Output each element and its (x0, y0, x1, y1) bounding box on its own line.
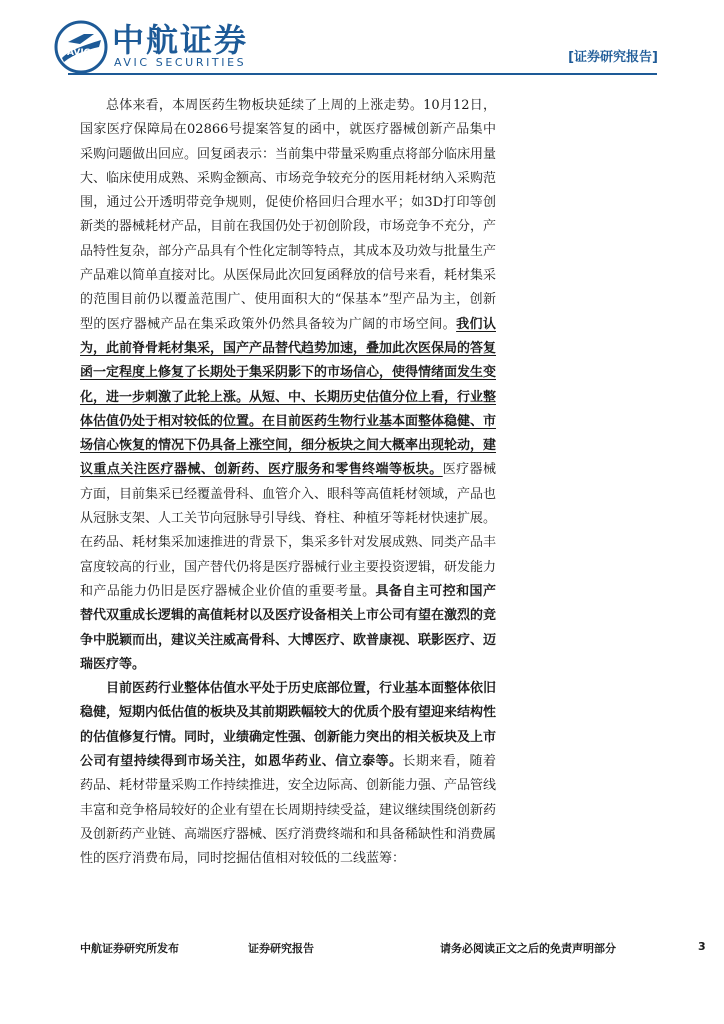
paragraph-text: 总体来看，本周医药生物板块延续了上周的上涨走势。10月12日，国家医疗保障局在02866号提案答复的函中，就医疗器械创新产品集中采购问题做出回应。回复函表示：当前集中带量采购重点将部分临床用量大、临床使用成熟、采购金额高、市场竞争较充分的医用耗材纳入采购范围，通过公开透明带竞争规则，促使价格回归合理水平；如3D打印等创新类的器械耗材产品，目前在我国仍处于初创阶段，市场竞争不充分，产品特性复杂，部分产品具有个性化定制等特点，其成本及功效与批量生产产品难以简单直接对比。从医保局此次回复函释放的信号来看，耗材集采的范围目前仍以覆盖范围广、使用面积大的“保基本”型产品为主，创新型的医疗器械产品在集采政策外仍然具备较为广阔的市场空间。 (80, 98, 497, 332)
paragraph-outlook (80, 677, 496, 871)
highlighted-view: 具备自主可控和国产替代双重成长逻辑的高值耗材以及医疗设备相关上市公司有望在激烈的竞争中脱颖而出，建议关注威高骨科、大博医疗、欧普康视、联影医疗、迈瑞医疗等。 (80, 583, 497, 672)
highlighted-view: 目前医药行业整体估值水平处于历史底部位置，行业基本面整体依旧稳健，短期内低估值的板块及其前期跌幅较大的优质个股有望迎来结构性的估值修复行情。同时，业绩确定性强、创新能力突出的相关板块及上市公司有望持续得到市场关注，如恩华药业、信立泰等。 (80, 681, 497, 770)
footer-publisher: 中航证券研究所发布 (80, 942, 179, 955)
header-divider (68, 73, 657, 75)
brand-name-en: AVIC SECURITIES (114, 56, 247, 69)
svg-text:AVIC: AVIC (67, 48, 91, 58)
footer-disclaimer: 请务必阅读正文之后的免责声明部分 (440, 942, 616, 955)
page-header (0, 0, 724, 100)
paragraph-text: 医疗器械方面，目前集采已经覆盖骨科、血管介入、眼科等高值耗材领域，产品也从冠脉支架、人工关节向冠脉导引导线、脊柱、种植牙等耗材快速扩展。在药品、耗材集采加速推进的背景下，集采多针对发展成熟、同类产品丰富度较高的行业，国产替代仍将是医疗器械行业主要投资逻辑，研发能力和产品能力仍旧是医疗器械企业价值的重要考量。 (80, 462, 497, 599)
report-body (80, 94, 496, 872)
report-type-tag: [证券研究报告] (568, 50, 658, 65)
paragraph-text: 长期来看，随着药品、耗材带量采购工作持续推进，安全边际高、创新能力强、产品管线丰富和竞争格局较好的企业有望在长周期持续受益，建议继续围绕创新药及创新药产业链、高端医疗器械、医疗消费终端和和具备稀缺性和消费属性的医疗消费布局，同时挖掘估值相对较低的二线蓝筹： (80, 754, 497, 867)
page-number: 3 (698, 940, 706, 953)
footer-report-type: 证券研究报告 (248, 942, 314, 955)
highlighted-view: 我们认为，此前脊骨耗材集采，国产产品替代趋势加速，叠加此次医保局的答复函一定程度上修复了长期处于集采阴影下的市场信心，使得情绪面发生变化，进一步刺激了此轮上涨。从短、中、长期历史估值分位上看，行业整体估值仍处于相对较低的位置。在目前医药生物行业基本面整体稳健、市场信心恢复的情况下仍具备上涨空间，细分板块之间大概率出现轮动，建议重点关注医疗器械、创新药、医疗服务和零售终端等板块。 (80, 316, 497, 478)
brand-name-cn: 中航证券 (112, 21, 249, 59)
avic-logo-icon (54, 20, 108, 74)
paragraph-market-summary (80, 94, 496, 677)
page-footer (0, 934, 724, 964)
